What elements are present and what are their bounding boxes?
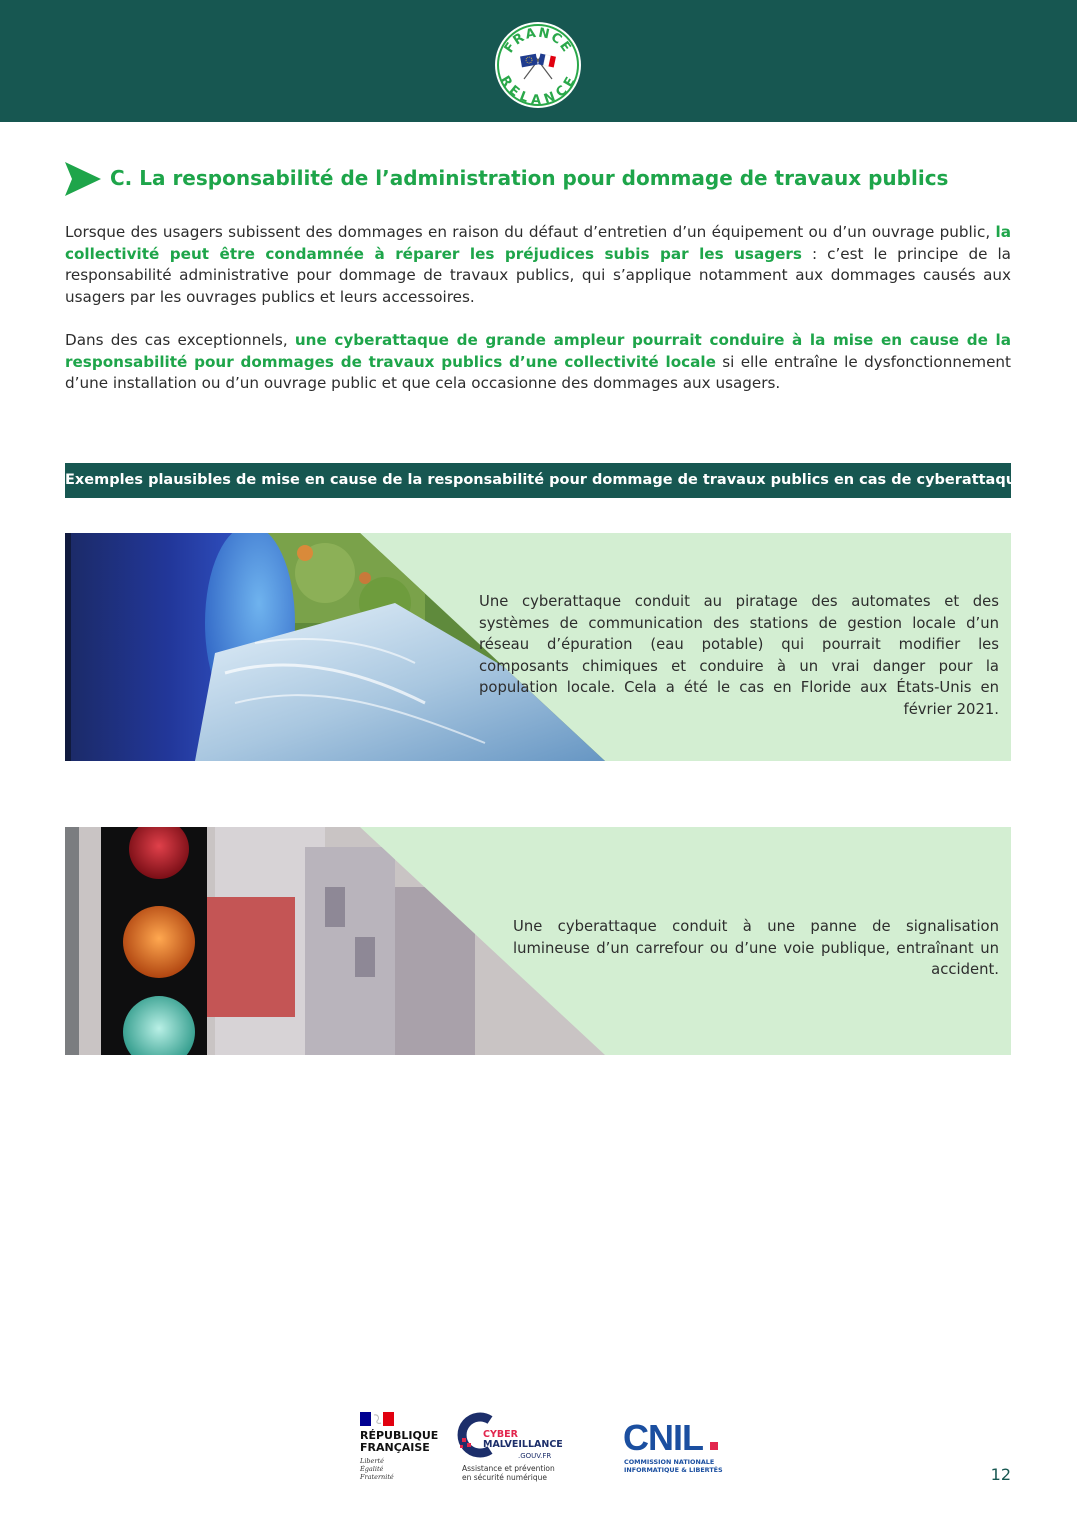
cybermalveillance-name — [483, 1430, 563, 1450]
tagline-line1: Assistance et prévention — [462, 1464, 555, 1473]
paragraph-1 — [65, 222, 1011, 309]
footer-logos — [0, 1400, 1077, 1500]
republique-name-line1: RÉPUBLIQUE — [360, 1429, 439, 1442]
cnil-sub-line1: COMMISSION NATIONALE — [624, 1458, 715, 1466]
paragraph-2-text-end: si elle entraîne le dysfonctionnement d’une installation ou d’un ouvrage public et que cela occasionne des dommages aux usagers. — [65, 352, 1012, 393]
republique-name-line2: FRANÇAISE — [360, 1441, 430, 1454]
republique-francaise-logo — [360, 1412, 450, 1492]
example-card-traffic — [65, 827, 1011, 1055]
cybermalveillance-logo — [456, 1412, 596, 1492]
cnil-subtitle — [624, 1458, 734, 1474]
cnil-sub-line2: INFORMATIQUE & LIBERTÉS — [624, 1466, 723, 1474]
section-title: C. La responsabilité de l’administration pour dommage de travaux publics — [110, 166, 949, 190]
example-card-water — [65, 533, 1011, 761]
motto-fraternite: Fraternité — [360, 1473, 394, 1481]
cnil-dot — [710, 1442, 718, 1450]
logo-top-text: FRANCE — [501, 25, 575, 57]
header-band — [0, 0, 1077, 122]
marianne-flag-icon — [360, 1412, 394, 1426]
france-relance-logo — [494, 21, 582, 109]
examples-banner: Exemples plausibles de mise en cause de la responsabilité pour dommage de travaux publics en cas de cyberattaque — [65, 463, 1011, 498]
example-1-text: Une cyberattaque conduit au piratage des automates et des systèmes de communication des stations de gestion locale d’un réseau d’épuration (eau potable) qui pourrait modifier les composants chimiques et conduire à un vrai danger pour la population locale. Cela a été le cas en Floride aux États-Unis en février 2021. — [479, 593, 999, 718]
paragraph-2-text: Dans des cas exceptionnels, — [65, 331, 295, 349]
paragraph-1-text-end: : c’est le principe de la responsabilité administrative pour dommage de travaux publics, qui s’applique notamment aux dommages causés aux usagers par les ouvrages publics et leurs accessoires. — [65, 244, 1011, 307]
cybermalveillance-tagline — [462, 1464, 582, 1482]
page-number: 12 — [990, 1465, 1011, 1484]
logo-bottom-text: RELANCE — [496, 73, 580, 108]
republique-motto — [360, 1457, 420, 1481]
chevron-right-icon — [65, 162, 101, 196]
paragraph-1-text: Lorsque des usagers subissent des dommages en raison du défaut d’entretien d’un équipement ou d’un ouvrage public, — [65, 223, 996, 241]
section-heading — [65, 160, 1015, 200]
cybermalveillance-domain: .GOUV.FR — [518, 1452, 552, 1460]
cnil-logo — [623, 1417, 733, 1480]
motto-liberte: Liberté — [360, 1457, 384, 1465]
paragraph-2 — [65, 330, 1011, 395]
tagline-line2: en sécurité numérique — [462, 1473, 547, 1482]
motto-egalite: Égalité — [360, 1465, 384, 1473]
malveillance-word: MALVEILLANCE — [483, 1439, 563, 1450]
paragraph-2-highlight: une cyberattaque de grande ampleur pourrait conduire à la mise en cause de la responsabilité pour dommages de travaux publics d’une collectivité locale — [65, 331, 1011, 371]
republique-name — [360, 1430, 450, 1454]
example-2-text: Une cyberattaque conduit à une panne de signalisation lumineuse d’un carrefour ou d’une voie publique, entraînant un accident. — [513, 918, 999, 979]
paragraph-1-highlight: la collectivité peut être condamnée à réparer les préjudices subis par les usagers — [65, 223, 1011, 263]
cnil-word: CNIL — [623, 1417, 703, 1458]
cyber-word: CYBER — [483, 1429, 518, 1440]
